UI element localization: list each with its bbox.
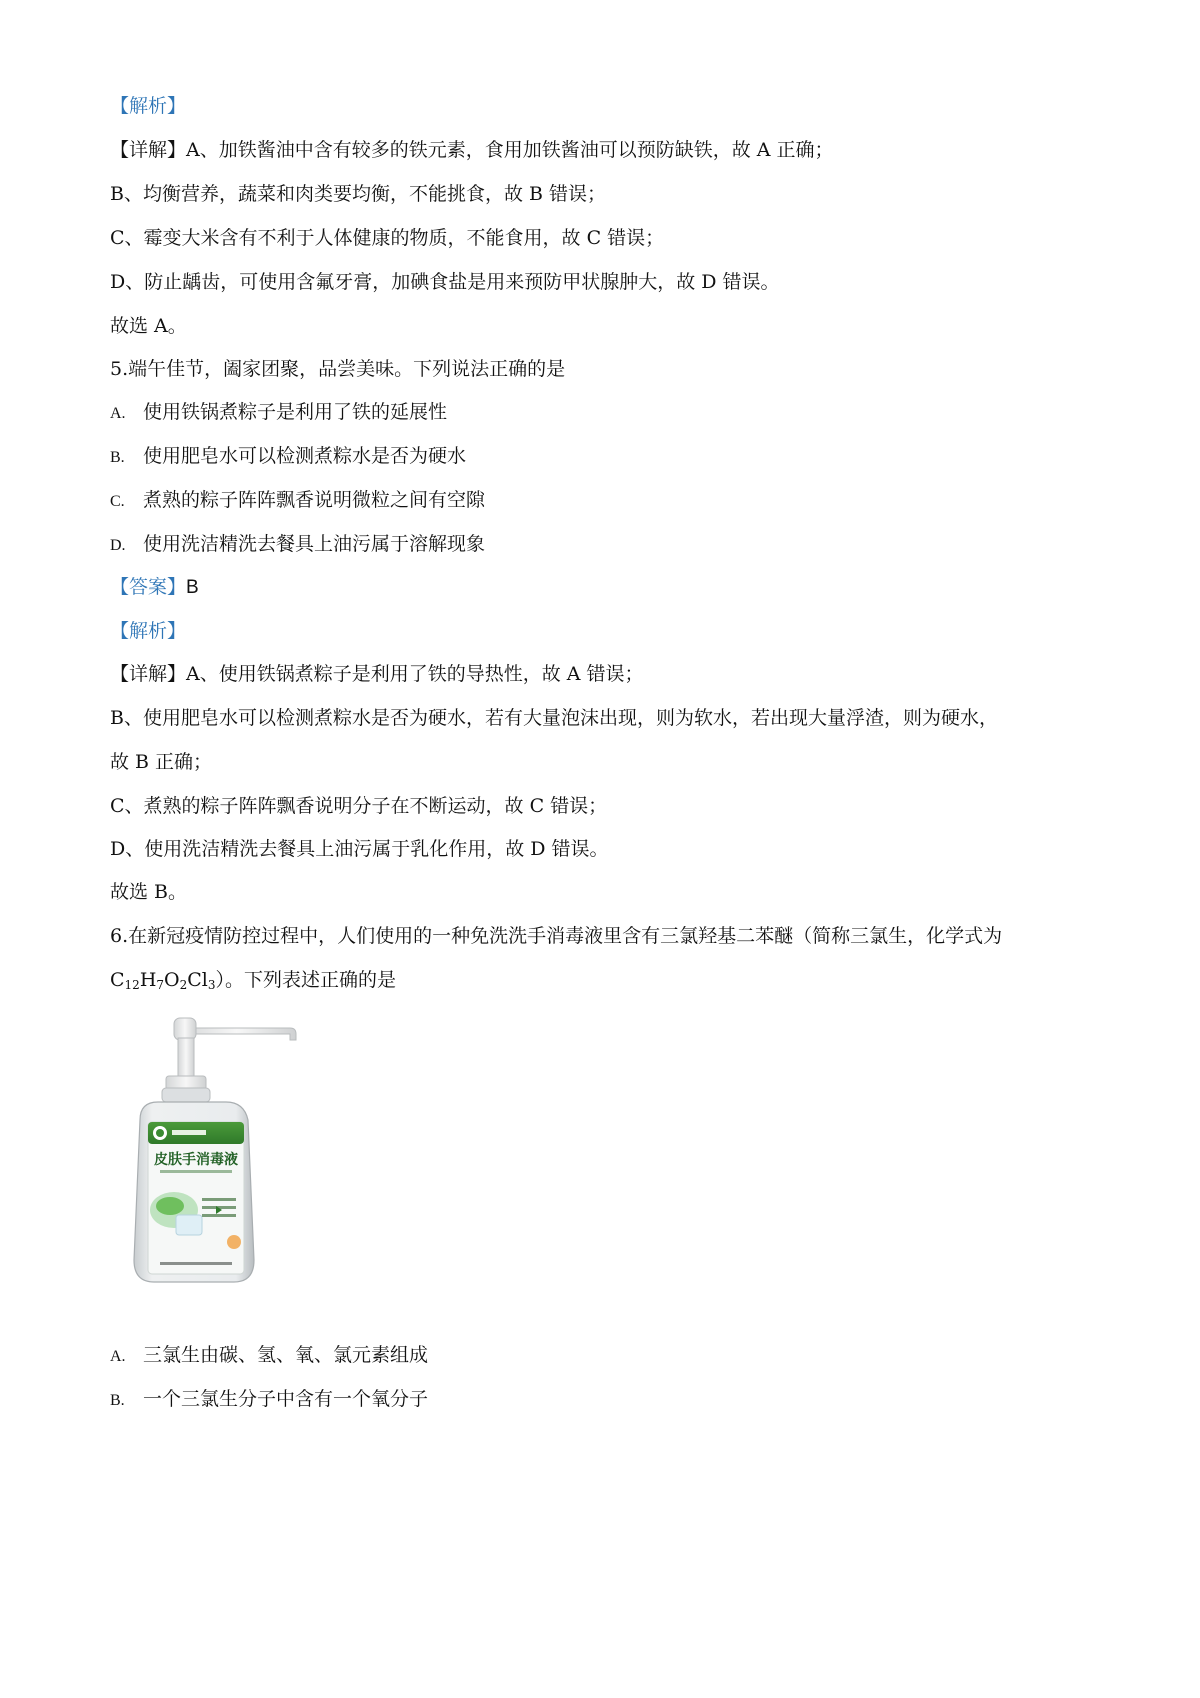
option-letter: D.: [110, 537, 126, 554]
q6-option-a: [110, 1341, 428, 1371]
q5-answer-label: 【答案】: [110, 576, 187, 598]
bottle-label-text: 皮肤手消毒液: [154, 1152, 238, 1168]
q5-answer-value: B: [186, 577, 199, 598]
q4-detail: 【详解】A、加铁酱油中含有较多的铁元素，食用加铁酱油可以预防缺铁，故 A 正确；: [110, 139, 834, 161]
option-text: 煮熟的粽子阵阵飘香说明微粒之间有空隙: [143, 489, 486, 511]
q4-detail-d: D、防止龋齿，可使用含氟牙膏，加碘食盐是用来预防甲状腺肿大，故 D 错误。: [110, 271, 780, 293]
q5-option-b: [110, 442, 466, 472]
q5-detail-b1: B、使用肥皂水可以检测煮粽水是否为硬水，若有大量泡沫出现，则为软水，若出现大量浮渣，则为硬水，: [110, 707, 998, 729]
formula-element: Cl: [187, 969, 208, 991]
formula-element: C: [110, 969, 125, 991]
formula-element: O: [164, 969, 180, 991]
option-text: 使用肥皂水可以检测煮粽水是否为硬水: [143, 445, 467, 467]
q5-detail-d: D、使用洗洁精洗去餐具上油污属于乳化作用，故 D 错误。: [110, 838, 609, 860]
q6-option-b: [110, 1385, 428, 1415]
option-letter: B.: [110, 449, 125, 466]
formula-element: H: [139, 969, 157, 991]
option-text: 三氯生由碳、氢、氧、氯元素组成: [143, 1344, 429, 1366]
q5-analysis-label: 【解析】: [110, 620, 187, 642]
option-text: 使用铁锅煮粽子是利用了铁的延展性: [143, 401, 448, 423]
q5-detail-c: C、煮熟的粽子阵阵飘香说明分子在不断运动，故 C 错误；: [110, 795, 608, 817]
q4-detail-b: B、均衡营养，蔬菜和肉类要均衡，不能挑食，故 B 错误；: [110, 183, 607, 205]
q5-question: 5.端午佳节，阖家团聚，品尝美味。下列说法正确的是: [110, 358, 566, 380]
q5-option-d: [110, 530, 485, 560]
option-letter: B.: [110, 1392, 125, 1409]
q6-question-line1: 6.在新冠疫情防控过程中，人们使用的一种免洗洗手消毒液里含有三氯羟基二苯醚（简称三氯生，化学式为: [110, 925, 1003, 947]
q4-conclusion: 故选 A。: [110, 315, 187, 337]
option-text: 使用洗洁精洗去餐具上油污属于溶解现象: [143, 533, 486, 555]
option-text: 一个三氯生分子中含有一个氧分子: [143, 1388, 429, 1410]
q6-question-line2: [110, 966, 1110, 994]
q5-answer-row: [110, 573, 1110, 602]
formula-subscript: 12: [124, 978, 140, 992]
formula-subscript: 7: [156, 978, 165, 992]
bottle-illustration: [130, 1010, 300, 1295]
option-letter: A.: [110, 405, 126, 422]
option-letter: C.: [110, 493, 125, 510]
q4-analysis-label: 【解析】: [110, 95, 187, 117]
q6-formula: [110, 969, 216, 991]
q6-question-rest: ）。下列表述正确的是: [215, 969, 397, 991]
option-letter: A.: [110, 1348, 126, 1365]
sanitizer-bottle-image: [130, 1010, 300, 1295]
q5-option-c: [110, 486, 485, 516]
q5-conclusion: 故选 B。: [110, 881, 188, 903]
q5-detail: 【详解】A、使用铁锅煮粽子是利用了铁的导热性，故 A 错误；: [110, 663, 644, 685]
q4-detail-c: C、霉变大米含有不利于人体健康的物质，不能食用，故 C 错误；: [110, 227, 665, 249]
formula-subscript: 3: [207, 978, 216, 992]
q5-option-a: [110, 398, 447, 428]
q5-detail-b2: 故 B 正确；: [110, 751, 213, 773]
formula-subscript: 2: [179, 978, 188, 992]
